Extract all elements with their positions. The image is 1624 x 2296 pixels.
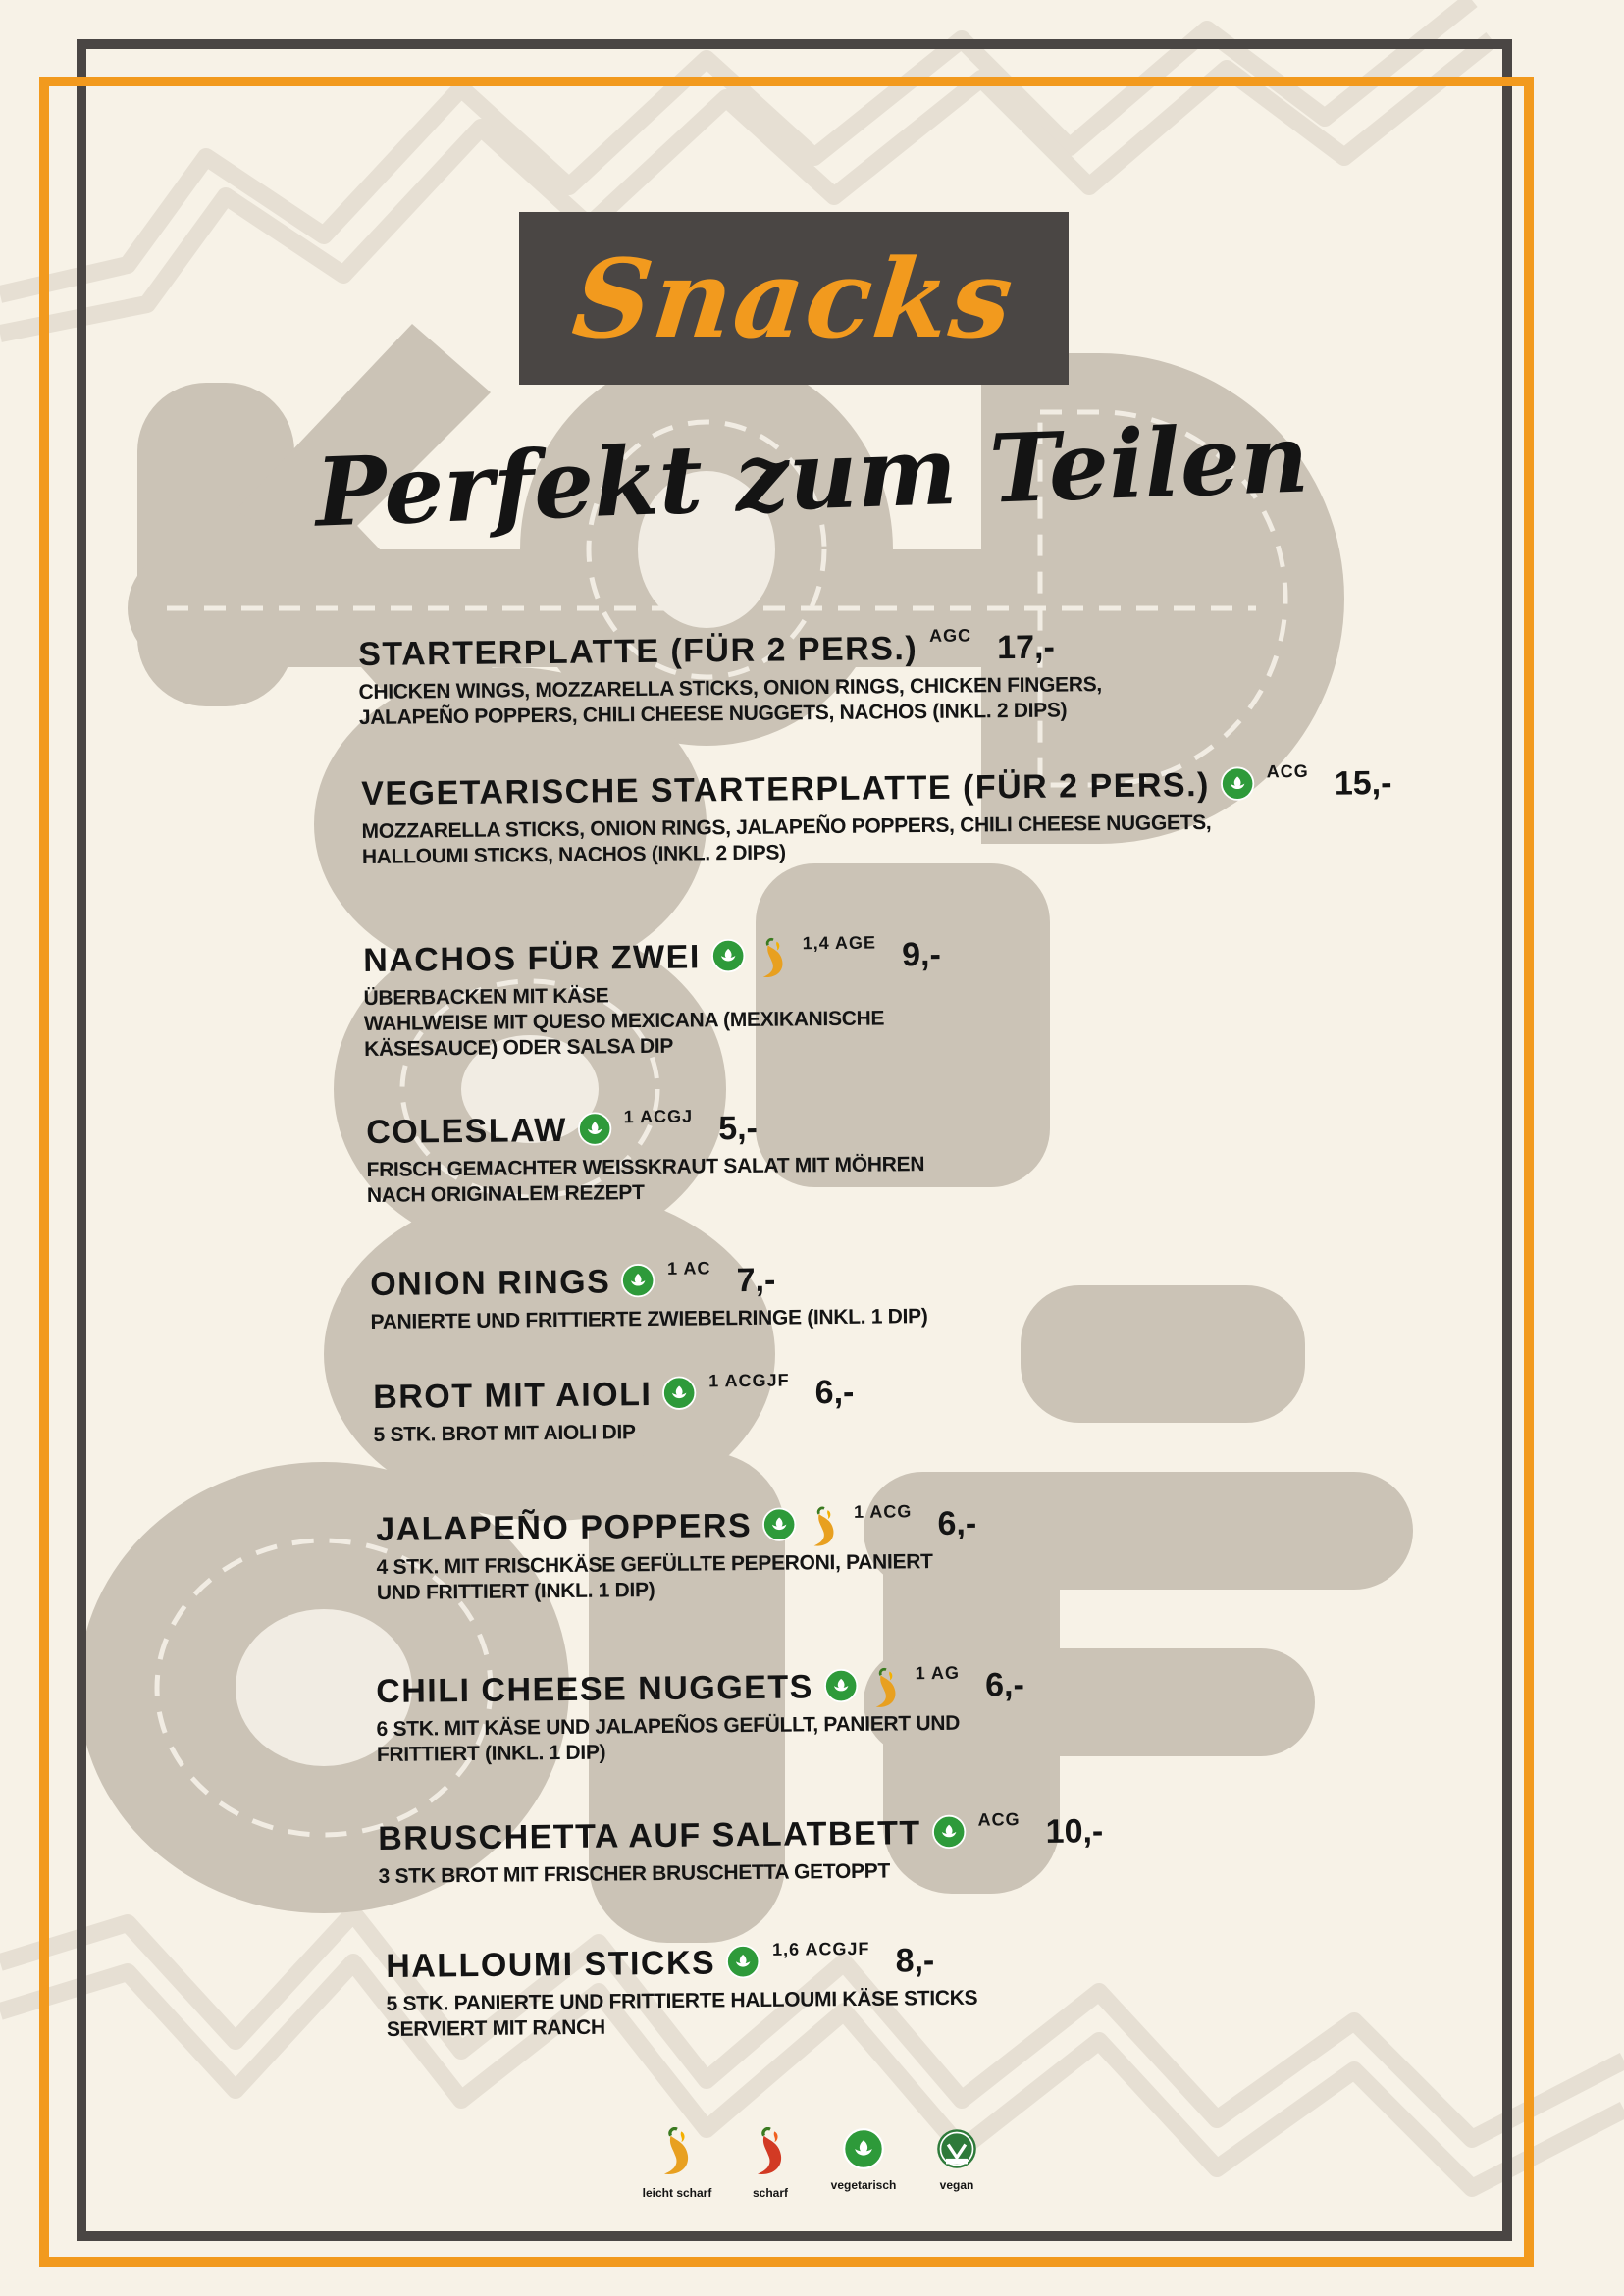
item-description: [363, 980, 941, 1063]
item-description: [358, 672, 1102, 731]
item-description: [386, 1986, 977, 2043]
item-description-line: 5 STK. PANIERTE UND FRITTIERTE HALLOUMI KÄSE STICKS: [386, 1986, 978, 2015]
item-description-line: PANIERTE UND FRITTIERTE ZWIEBELRINGE (INKL. 1 DIP): [370, 1305, 928, 1333]
item-description-line: HALLOUMI STICKS, NACHOS (INKL. 2 DIPS): [361, 841, 786, 868]
item-description: [373, 1418, 854, 1448]
menu-item: [378, 1809, 1104, 1890]
item-description-line: ÜBERBACKEN MIT KÄSE: [363, 984, 609, 1010]
item-description-line: NACH ORIGINALEM REZEPT: [366, 1181, 645, 1207]
menu-item: [366, 1108, 925, 1209]
legend-item: [731, 2127, 810, 2200]
item-description-line: 3 STK BROT MIT FRISCHER BRUSCHETTA GETOPPT: [378, 1859, 891, 1888]
item-name: JALAPEÑO POPPERS: [376, 1506, 753, 1548]
mild-chili-icon: [868, 1667, 904, 1702]
menu-item: [386, 1938, 978, 2043]
legend-label: leicht scharf: [642, 2186, 712, 2200]
menu-item: [358, 625, 1103, 731]
item-name: ONION RINGS: [370, 1263, 611, 1303]
legend-label: vegetarisch: [830, 2178, 897, 2192]
title-banner: [519, 212, 1069, 385]
item-allergens: 1 ACG: [853, 1501, 913, 1522]
item-description-line: CHICKEN WINGS, MOZZARELLA STICKS, ONION RINGS, CHICKEN FINGERS,: [358, 673, 1103, 704]
vegetarian-icon: [661, 1376, 697, 1411]
item-name: CHILI CHEESE NUGGETS: [376, 1668, 813, 1710]
item-allergens: 1,4 AGE: [802, 932, 877, 954]
item-description-line: KÄSESAUCE) ODER SALSA DIP: [364, 1034, 674, 1061]
item-price: 10,-: [1045, 1812, 1104, 1851]
item-name: NACHOS FÜR ZWEI: [363, 938, 701, 979]
vegetarian-icon: [1220, 765, 1255, 801]
menu-item: [376, 1662, 1025, 1768]
vegetarian-icon: [725, 1944, 760, 1979]
item-allergens: AGC: [928, 625, 972, 646]
item-allergens: ACG: [1266, 760, 1309, 782]
item-allergens: 1 ACGJ: [623, 1106, 694, 1127]
item-description-line: 4 STK. MIT FRISCHKÄSE GEFÜLLTE PEPERONI, PANIERT: [376, 1550, 933, 1579]
item-price: 17,-: [996, 628, 1055, 667]
item-price: 5,-: [718, 1109, 759, 1148]
menu-item: [363, 932, 942, 1063]
item-description: [376, 1710, 1024, 1768]
item-description-line: 6 STK. MIT KÄSE UND JALAPEÑOS GEFÜLLT, PANIERT UND: [376, 1711, 961, 1741]
item-description: [376, 1549, 977, 1606]
mild-chili-icon: [655, 2127, 699, 2182]
vegan-icon: [935, 2127, 978, 2174]
item-price: 6,-: [814, 1373, 855, 1412]
item-allergens: 1,6 ACGJF: [771, 1938, 870, 1959]
item-description-line: WAHLWEISE MIT QUESO MEXICANA (MEXIKANISCHE: [363, 1007, 885, 1035]
item-description-line: MOZZARELLA STICKS, ONION RINGS, JALAPEÑO POPPERS, CHILI CHEESE NUGGETS,: [361, 810, 1212, 843]
menu-item: [373, 1370, 855, 1448]
mild-chili-icon: [756, 937, 791, 972]
legend-item: [824, 2127, 903, 2192]
item-description-line: 5 STK. BROT MIT AIOLI DIP: [373, 1421, 636, 1446]
page-title: Snacks: [567, 235, 1021, 362]
vegetarian-icon: [823, 1668, 859, 1703]
item-name: STARTERPLATTE (FÜR 2 PERS.): [358, 630, 918, 673]
item-allergens: 1 AC: [667, 1258, 711, 1278]
item-description-line: FRISCH GEMACHTER WEISSKRAUT SALAT MIT MÖHREN: [366, 1153, 925, 1181]
legend-item: [917, 2127, 996, 2192]
vegetarian-icon: [842, 2127, 885, 2174]
vegetarian-icon: [577, 1111, 612, 1146]
item-price: 8,-: [895, 1942, 935, 1980]
item-description-line: SERVIERT MIT RANCH: [386, 2015, 605, 2041]
item-price: 9,-: [901, 935, 942, 974]
item-name: COLESLAW: [366, 1111, 568, 1151]
item-price: 6,-: [984, 1666, 1025, 1704]
item-name: HALLOUMI STICKS: [386, 1944, 716, 1985]
item-allergens: ACG: [977, 1809, 1021, 1830]
vegetarian-icon: [620, 1263, 655, 1298]
item-price: 7,-: [736, 1261, 776, 1300]
item-description-line: FRITTIERT (INKL. 1 DIP): [376, 1741, 606, 1766]
item-name: VEGETARISCHE STARTERPLATTE (FÜR 2 PERS.): [361, 765, 1211, 812]
item-price: 6,-: [937, 1504, 977, 1543]
item-allergens: 1 ACGJF: [708, 1370, 790, 1391]
item-description-line: JALAPEÑO POPPERS, CHILI CHEESE NUGGETS, NACHOS (INKL. 2 DIPS): [358, 699, 1068, 729]
menu-item: [361, 760, 1392, 870]
page-subtitle: Perfekt zum Teilen: [313, 402, 1311, 548]
item-description: [361, 809, 1392, 870]
vegetarian-icon: [930, 1814, 966, 1850]
vegetarian-icon: [710, 938, 746, 973]
item-name: BRUSCHETTA AUF SALATBETT: [378, 1814, 921, 1857]
item-price: 15,-: [1334, 764, 1392, 803]
menu-item: [376, 1501, 977, 1606]
item-description: [366, 1152, 924, 1209]
item-description-line: UND FRITTIERT (INKL. 1 DIP): [376, 1579, 655, 1604]
legend-label: scharf: [752, 2186, 789, 2200]
mild-chili-icon: [807, 1506, 842, 1541]
item-name: BROT MIT AIOLI: [373, 1376, 653, 1416]
hot-chili-icon: [749, 2127, 792, 2182]
menu-item: [370, 1260, 928, 1335]
legend-item: [638, 2127, 716, 2200]
item-allergens: 1 AG: [915, 1662, 961, 1684]
legend-label: vegan: [939, 2178, 974, 2192]
vegetarian-icon: [761, 1507, 797, 1542]
